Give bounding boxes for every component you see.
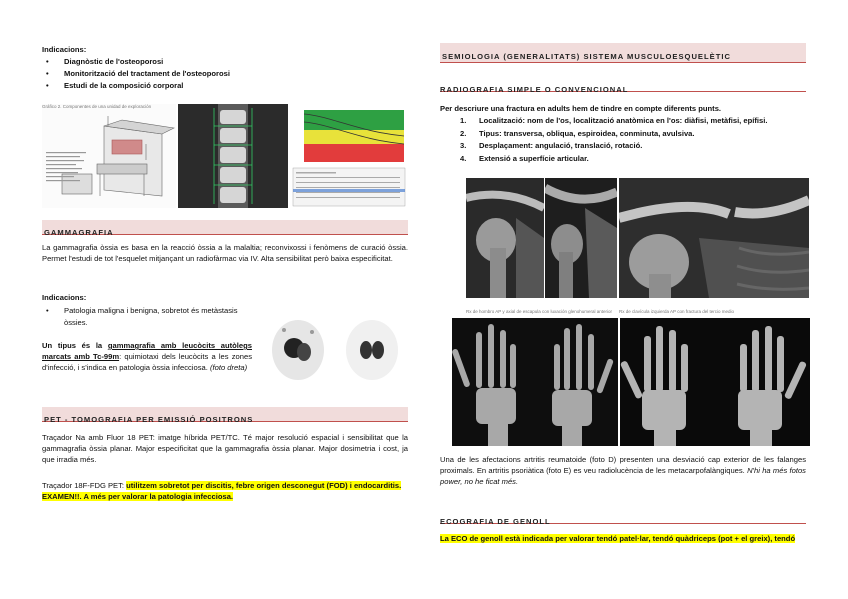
ecografia-paragraph: La ECO de genoll està indicada per valorar tendó patel·lar, tendó quàdriceps (pot + el greix), tendó [440, 534, 796, 543]
leukocyte-paragraph: Un tipus és la gammagrafia amb leucòcits autòlegs marcats amb Tc-99m: quimiotaxi dels leucòcits a les zones d'infecció, i s'indica en patologia òssia infecciosa. (foto dreta) [42, 341, 252, 372]
pet-paragraph-2: Traçador 18F-FDG PET: utilitzem sobretot per discitis, febre origen desconegut (FOD) i endocarditis. EXAMEN!!. A més per valorar la patologia infecciosa. [42, 481, 402, 501]
pet-paragraph-1: Traçador Na amb Fluor 18 PET: imatge híbrida PET/TC. Té major resolució espacial i sensibilitat que la gammagrafia òssia planar. Major especificitat que la gammagrafia òssia planar. Major dosimetria i cost, ja que irradia més. [42, 433, 408, 464]
list-item: 2. Tipus: transversa, obliqua, espiroidea, conminuta, avulsiva. [460, 128, 695, 138]
list-item: • Diagnòstic de l'osteoporosi [42, 56, 372, 68]
list-item: • Estudi de la composició corporal [42, 80, 372, 92]
gammagrafia-paragraph: La gammagrafia òssia es basa en la reacció òssia a la malaltia; reconvixossi i fenòmens de curació òssia. Permet l'estudi de tot l'esquelet mitjançant un radiofàrmac via IV. Alta sensibilitat però baixa especificitat. [42, 243, 408, 263]
list-item: • Monitorització del tractament de l'osteoporosi [42, 68, 372, 80]
list-item: 3. Desplaçament: angulació, translació, rotació. [460, 141, 643, 150]
shoulder-xray-axial [545, 178, 617, 298]
hands-paragraph: Una de les afectacions artritis reumatoide (foto D) presenten una desviació cap exterior de les falanges proximals. En artritis psoriàtica (foto E) es veu radiolucència de les metacarpofalàngiques. N'hi ha més fotos power, no he ficat més. [440, 455, 806, 486]
section-header-ecografia: ECOGRAFIA DE GENOLL [440, 511, 806, 524]
gammagrafia-indications-heading: Indicacions: [42, 293, 87, 302]
fracture-criteria-list [440, 115, 806, 165]
section-header-pet: PET - TOMOGRAFIA PER EMISSIÓ POSITRONS [42, 407, 408, 422]
hands-xray-rheumatoid [452, 318, 618, 446]
section-header-gammagrafia: GAMMAGRAFIA [42, 220, 408, 235]
hands-xray-psoriatic [620, 318, 810, 446]
indications-heading: Indicacions: [42, 45, 87, 54]
gammagrafia-indications-list [42, 305, 254, 329]
list-item: 4. Extensió a superfície articular. [460, 153, 589, 163]
shoulder-xray-caption: Rx de hombro AP y axial de escapula con luxación glenohumeral anterior [466, 309, 613, 314]
main-title: SEMIOLOGIA (GENERALITATS) SISTEMA MUSCULOESQUELÈTIC [440, 43, 806, 63]
dxa-reference-chart [290, 104, 408, 208]
indications-list [42, 56, 372, 92]
shoulder-xray-ap [466, 178, 544, 298]
list-item: • Patologia maligna i benigna, sobretot és metàstasis òssies. [42, 305, 254, 329]
clavicle-xray-caption: Rx de clavícula izquierda AP con fractura del tercio medio [619, 309, 734, 314]
section-header-radiografia: RADIOGRAFIA SIMPLE O CONVENCIONAL [440, 79, 806, 92]
clavicle-xray [619, 178, 809, 298]
spine-dxa-scan [178, 104, 288, 208]
list-item: 1. Localització: nom de l'os, localització anatòmica en l'os: diàfisi, metàfisi, epífisi. [460, 116, 768, 125]
radiografia-intro: Per descriure una fractura en adults hem de tindre en compte diferents punts. [440, 104, 722, 113]
leukocyte-scintigraphy-images [262, 318, 408, 382]
densitometer-diagram: Gráfico 2. Componentes de una unidad de exploración [42, 104, 176, 208]
